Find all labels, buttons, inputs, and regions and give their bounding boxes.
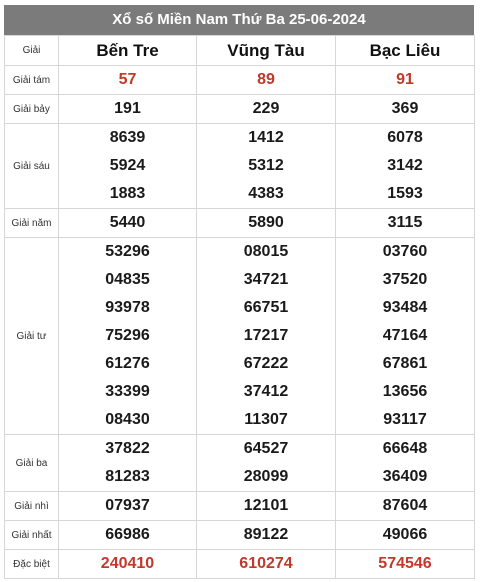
result-number: 37520 [382, 271, 428, 288]
result-cell [336, 209, 475, 238]
result-number: 03760 [382, 243, 428, 260]
prize-label: Giải năm [5, 209, 59, 238]
result-number: 93117 [383, 411, 427, 428]
result-number: 369 [391, 100, 419, 117]
result-cell [197, 435, 336, 492]
prize-row-giai-nhi [5, 492, 475, 521]
result-cell [59, 66, 197, 95]
result-number: 81283 [105, 468, 150, 485]
result-cell [59, 435, 197, 492]
result-cell [59, 124, 197, 209]
prize-row-giai-nam [5, 209, 475, 238]
result-number: 12101 [243, 497, 289, 514]
result-number: 34721 [243, 271, 289, 288]
result-cell [197, 550, 336, 579]
result-number: 08430 [105, 411, 150, 428]
result-number: 36409 [382, 468, 428, 485]
result-number: 5312 [248, 157, 284, 174]
province-vung-tau[interactable]: Vũng Tàu [197, 36, 336, 66]
result-number: 53296 [105, 243, 150, 260]
result-number: 610274 [239, 555, 293, 572]
result-number: 75296 [105, 327, 150, 344]
result-number: 08015 [243, 243, 289, 260]
result-number: 07937 [105, 497, 150, 514]
header-label: Giải [5, 36, 59, 66]
prize-row-giai-sau [5, 124, 475, 209]
result-number: 89 [257, 71, 275, 88]
result-number: 11307 [244, 411, 288, 428]
prize-row-dac-biet [5, 550, 475, 579]
prize-label: Giải nhì [5, 492, 59, 521]
result-number: 191 [114, 100, 141, 117]
result-number: 3142 [387, 157, 423, 174]
result-cell [197, 521, 336, 550]
result-number: 49066 [382, 526, 428, 543]
result-cell [197, 95, 336, 124]
prize-label: Giải nhất [5, 521, 59, 550]
result-number: 64527 [243, 440, 289, 457]
result-cell [59, 95, 197, 124]
result-cell [197, 238, 336, 435]
result-cell [336, 66, 475, 95]
result-number: 4383 [248, 185, 284, 202]
result-cell [336, 435, 475, 492]
result-number: 574546 [378, 555, 432, 572]
result-number: 93484 [382, 299, 428, 316]
prize-label: Giải tám [5, 66, 59, 95]
prize-row-giai-tu [5, 238, 475, 435]
result-number: 66648 [382, 440, 428, 457]
result-cell [336, 492, 475, 521]
result-number: 28099 [243, 468, 289, 485]
result-number: 240410 [100, 555, 155, 572]
result-cell [336, 238, 475, 435]
prize-label: Giải bảy [5, 95, 59, 124]
result-number: 93978 [105, 299, 150, 316]
prize-label: Giải sáu [5, 124, 59, 209]
header-row [5, 36, 475, 66]
prize-label: Giải tư [5, 238, 59, 435]
result-cell [59, 238, 197, 435]
result-number: 89122 [243, 526, 289, 543]
result-number: 04835 [105, 271, 150, 288]
result-number: 37822 [105, 440, 150, 457]
result-number: 37412 [243, 383, 289, 400]
result-number: 67861 [382, 355, 428, 372]
result-number: 1593 [387, 185, 423, 202]
result-cell [336, 521, 475, 550]
result-number: 13656 [382, 383, 428, 400]
prize-row-giai-tam [5, 66, 475, 95]
province-ben-tre[interactable]: Bến Tre [59, 36, 197, 66]
result-number: 3115 [387, 214, 423, 231]
result-number: 6078 [387, 129, 423, 146]
result-cell [336, 95, 475, 124]
result-cell [197, 492, 336, 521]
result-number: 33399 [105, 383, 150, 400]
results-widget [4, 5, 474, 579]
result-cell [59, 521, 197, 550]
result-number: 1883 [109, 185, 146, 202]
result-cell [197, 66, 336, 95]
result-number: 87604 [382, 497, 428, 514]
result-number: 229 [252, 100, 280, 117]
result-cell [59, 492, 197, 521]
prize-label: Đặc biệt [5, 550, 59, 579]
result-number: 5890 [248, 214, 284, 231]
province-bac-lieu[interactable]: Bạc Liêu [336, 36, 475, 66]
result-number: 67222 [243, 355, 289, 372]
result-cell [336, 550, 475, 579]
result-number: 61276 [105, 355, 150, 372]
result-number: 66751 [243, 299, 289, 316]
prize-label: Giải ba [5, 435, 59, 492]
results-title: Xổ số Miền Nam Thứ Ba 25-06-2024 [4, 5, 474, 35]
result-number: 47164 [382, 327, 428, 344]
result-cell [336, 124, 475, 209]
result-number: 8639 [109, 129, 146, 146]
result-cell [59, 550, 197, 579]
result-cell [59, 209, 197, 238]
result-number: 5440 [109, 214, 146, 231]
result-number: 1412 [248, 129, 284, 146]
result-number: 57 [118, 71, 137, 88]
result-number: 5924 [109, 157, 146, 174]
prize-row-giai-ba [5, 435, 475, 492]
prize-row-giai-nhat [5, 521, 475, 550]
result-number: 66986 [105, 526, 150, 543]
result-cell [197, 124, 336, 209]
result-number: 91 [396, 71, 414, 88]
results-table [4, 35, 475, 579]
prize-row-giai-bay [5, 95, 475, 124]
result-number: 17217 [243, 327, 289, 344]
result-cell [197, 209, 336, 238]
